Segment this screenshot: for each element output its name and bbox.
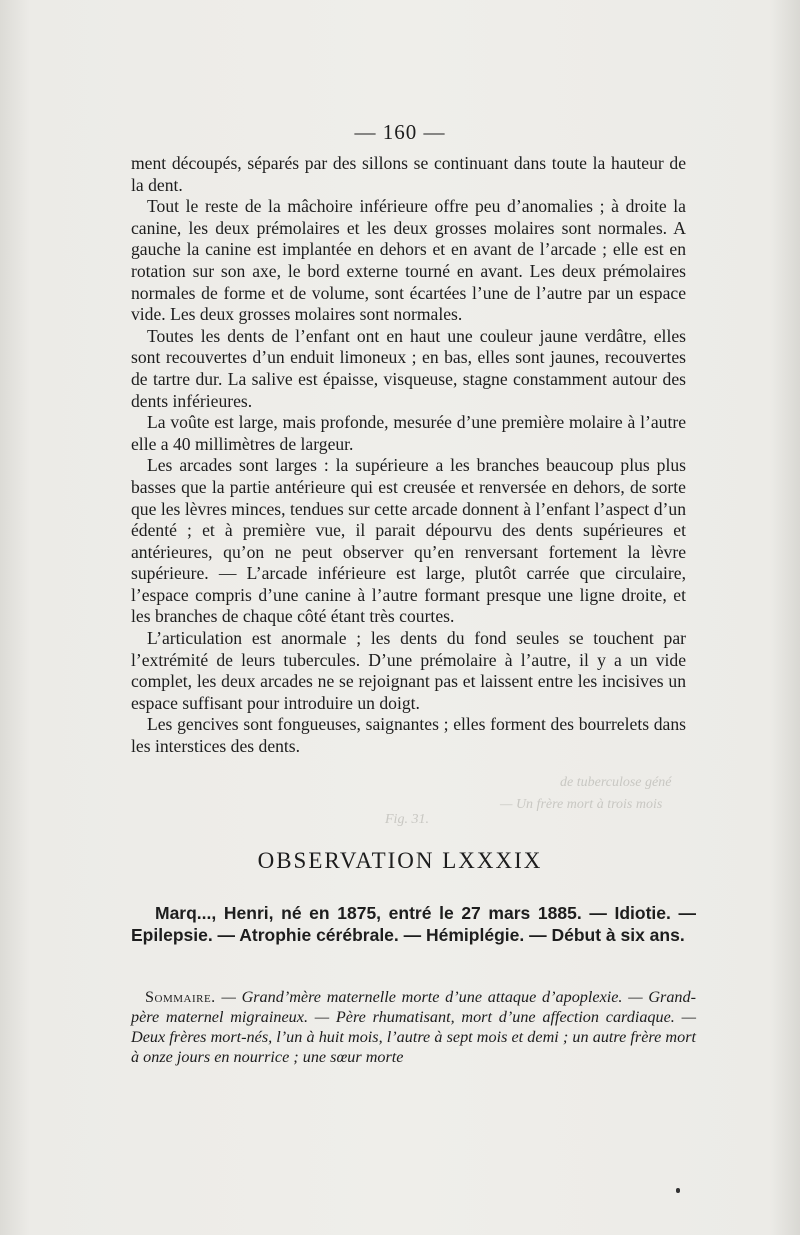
paragraph: Les arcades sont larges : la supérieure a les branches beaucoup plus plus basses que la partie antérieure qui est creusée et renversée en dehors, de sorte que les lèvres minces, tendues sur cette arcade donnent à l’enfant l’aspect d’un édenté ; et à première vue, il parait dépourvu des dents supérieures et antérieures, qu’on ne peut observer qu’en renversant fortement la lèvre supérieure. — L’arcade inférieure est large, plutôt carrée que circulaire, l’espace compris d’une canine à l’autre formant presque une ligne droite, et les branches de chaque côté étant très courtes. <box>131 455 686 627</box>
paragraph: ment découpés, séparés par des sillons se continuant dans toute la hauteur de la dent. <box>131 153 686 195</box>
case-heading: Marq..., Henri, né en 1875, entré le 27 mars 1885. — Idiotie. — Epilepsie. — Atrophie cérébrale. — Hémiplégie. — Début à six ans. <box>131 903 696 945</box>
paragraph: L’articulation est anormale ; les dents du fond seules se touchent par l’extrémité de leurs tubercules. D’une prémolaire à l’autre, il y a un vide complet, les deux arcades ne se rejoignant pas et laissent entre les incisives un espace suffisant pour introduire un doigt. <box>131 628 686 713</box>
body-text <box>131 153 686 758</box>
paragraph: Tout le reste de la mâchoire inférieure offre peu d’anomalies ; à droite la canine, les deux prémolaires et les deux grosses molaires sont normales. A gauche la canine est implantée en dehors et en avant de l’arcade ; elle est en rotation sur son axe, le bord externe tourné en avant. Les deux prémolaires normales de forme et de volume, sont écartées l’une de l’autre par un espace vide. Les deux grosses molaires sont normales. <box>131 196 686 325</box>
summary-text: — Grand’mère maternelle morte d’une attaque d’apoplexie. — Grand-père maternel migraineux. — Père rhumatisant, mort d’une affection cardiaque. — Deux frères mort-nés, l’un à huit mois, l’autre à sept mois et demi ; un autre frère mort à onze jours en nourrice ; une sœur morte <box>131 988 696 1066</box>
show-through-text: — Un frère mort à trois mois <box>500 797 663 812</box>
ink-speck <box>676 1188 680 1193</box>
summary-label: Sommaire. <box>145 988 216 1006</box>
observation-title: OBSERVATION LXXXIX <box>257 848 543 873</box>
paragraph: La voûte est large, mais profonde, mesurée d’une première molaire à l’autre elle a 40 millimètres de largeur. <box>131 412 686 454</box>
paragraph: Toutes les dents de l’enfant ont en haut une couleur jaune verdâtre, elles sont recouvertes d’un enduit limoneux ; en bas, elles sont jaunes, recouvertes de tartre dur. La salive est épaisse, visqueuse, stagne constamment autour des dents inférieures. <box>131 325 686 411</box>
paragraph: Les gencives sont fongueuses, saignantes ; elles forment des bourrelets dans les interstices des dents. <box>131 714 686 757</box>
summary-paragraph <box>131 987 696 1067</box>
page-number: — 160 — <box>354 120 446 144</box>
show-through-text: Fig. 31. <box>385 812 429 827</box>
show-through-text: de tuberculose géné <box>560 775 672 790</box>
